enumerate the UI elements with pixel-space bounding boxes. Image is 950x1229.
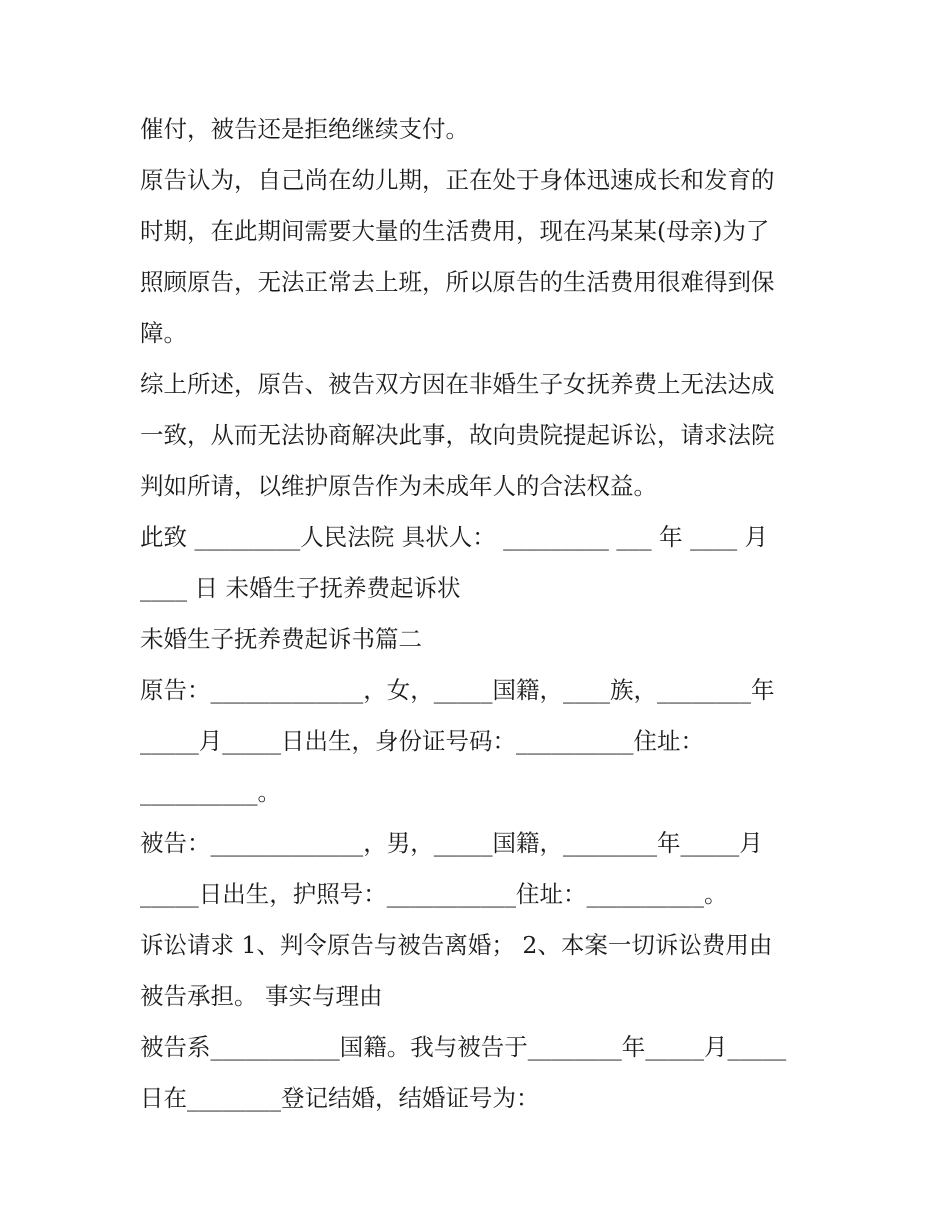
- claims-line: 诉讼请求 1、判令原告与被告离婚； 2、本案一切诉讼费用由: [140, 931, 773, 959]
- closing-line: ____ 日 未婚生子抚养费起诉状: [140, 574, 461, 602]
- plaintiff-line: __________。: [140, 778, 281, 806]
- text-line: 时期，在此期间需要大量的生活费用，现在冯某某(母亲)为了: [140, 217, 770, 245]
- text-line: 障。: [140, 319, 187, 347]
- text-line: 一致，从而无法协商解决此事，故向贵院提起诉讼，请求法院: [140, 421, 775, 449]
- defendant-line: 被告：_____________，男，_____国籍，________年_____月: [140, 829, 763, 857]
- document-body: [140, 104, 820, 1124]
- facts-line: 被告系___________国籍。我与被告于________年_____月_____: [140, 1033, 787, 1061]
- closing-line: 此致 _________人民法院 具状人： _________ ___ 年 ____ 月: [140, 523, 769, 551]
- text-line: 原告认为，自己尚在幼儿期，正在处于身体迅速成长和发育的: [140, 166, 775, 194]
- claims-line: 被告承担。 事实与理由: [140, 982, 383, 1010]
- section-title: 未婚生子抚养费起诉书篇二: [140, 625, 422, 653]
- defendant-line: _____日出生，护照号：___________住址：__________。: [140, 880, 728, 908]
- text-line: 判如所请，以维护原告作为未成年人的合法权益。: [140, 472, 657, 500]
- plaintiff-line: _____月_____日出生，身份证号码：__________住址：: [140, 727, 704, 755]
- facts-line: 日在________登记结婚，结婚证号为：: [140, 1084, 540, 1112]
- text-line: 催付，被告还是拒绝继续支付。: [140, 115, 469, 143]
- text-line: 综上所述，原告、被告双方因在非婚生子女抚养费上无法达成: [140, 370, 775, 398]
- text-line: 照顾原告，无法正常去上班，所以原告的生活费用很难得到保: [140, 268, 775, 296]
- plaintiff-line: 原告：_____________，女，_____国籍，____族，________年: [140, 676, 775, 704]
